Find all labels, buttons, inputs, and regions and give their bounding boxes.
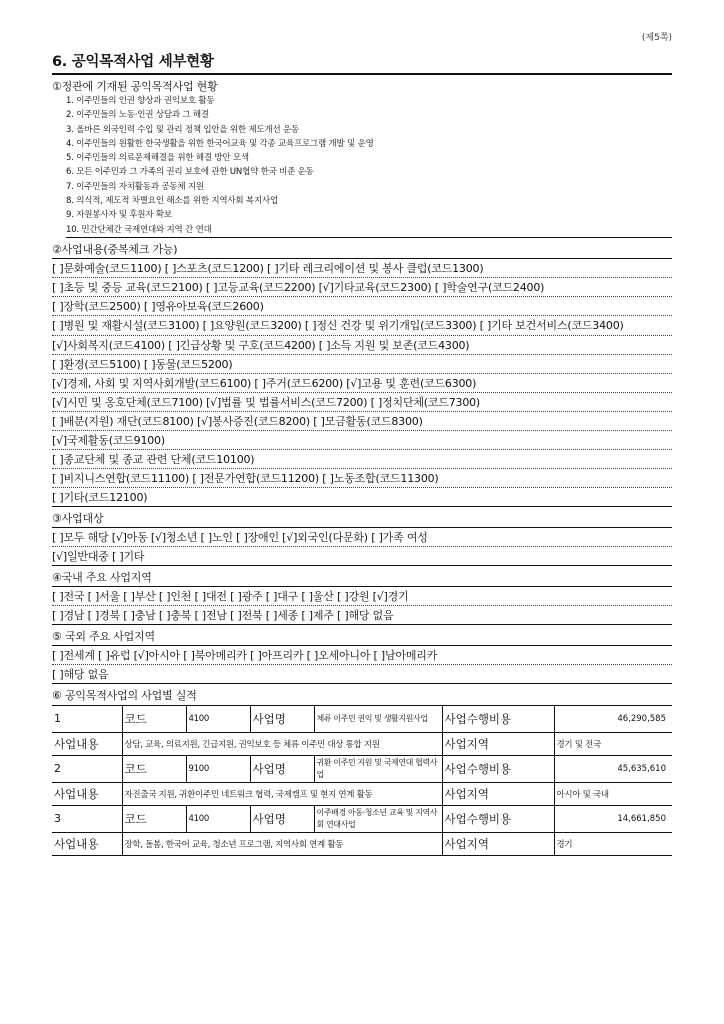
project-content: 상담, 교육, 의료지원, 긴급지원, 권익보호 등 체류 이주민 대상 통합 지원 [122,732,442,755]
project-code: 4100 [186,705,250,732]
purpose-item: 4. 이주민들의 원활한 한국생활을 위한 한국어교육 및 각종 교육프로그램 개발 및 운영 [66,138,374,149]
content-label: 사업내용 [52,732,122,755]
project-expense: 45,635,610 [554,755,672,782]
code-label: 코드 [122,705,186,732]
business-name-label: 사업명 [250,705,314,732]
target-row: [ ]모두 해당 [√]아동 [√]청소년 [ ]노인 [ ]장애인 [√]외국인(다문화) [ ]가족 여성 [52,528,672,547]
purpose-item: 6. 모든 이주민과 그 가족의 권리 보호에 관한 UN협약 한국 비준 운동 [66,167,314,178]
business-content-row: [ ]기타(코드12100) [52,488,672,507]
business-name-label: 사업명 [250,755,314,782]
target-row: [√]일반대중 [ ]기타 [52,547,672,566]
project-detail-row [52,782,672,805]
purpose-item: 8. 의식적, 제도적 차별요인 해소를 위한 지역사회 복지사업 [66,196,278,207]
business-content-row: [ ]병원 및 재활시설(코드3100) [ ]요양원(코드3200) [ ]정신 건강 및 위기개입(코드3300) [ ]기타 보건서비스(코드3400) [52,316,672,336]
business-content-heading: ②사업내용(중복체크 가능) [52,241,672,259]
project-content: 자진출국 지원, 귀환이주민 네트워크 협력, 국제캠프 및 현지 연계 활동 [122,782,442,805]
business-content-row: [√]경제, 사회 및 지역사회개발(코드6100) [ ]주거(코드6200) [√]고용 및 훈련(코드6300) [52,374,672,393]
business-content-row: [ ]문화예술(코드1100) [ ]스포츠(코드1200) [ ]기타 레크리에이션 및 봉사 클럽(코드1300) [52,259,672,278]
expense-label: 사업수행비용 [442,705,554,732]
business-content-row: [ ]배분(지원) 재단(코드8100) [√]봉사증진(코드8200) [ ]모금활동(코드8300) [52,412,672,431]
domestic-region-heading: ④국내 주요 사업지역 [52,569,672,587]
business-content-row: [√]사회복지(코드4100) [ ]긴급상황 및 구호(코드4200) [ ]소득 지원 및 보존(코드4300) [52,336,672,355]
project-row [52,705,672,732]
purpose-item: 7. 이주민들의 자치활동과 공동체 지원 [66,181,204,192]
purpose-item: 9. 자원봉사자 및 후원자 확보 [66,210,172,221]
project-number: 3 [52,805,122,832]
project-expense: 14,661,850 [554,805,672,832]
business-content-row: [ ]초등 및 중등 교육(코드2100) [ ]고등교육(코드2200) [√]기타교육(코드2300) [ ]학술연구(코드2400) [52,278,672,297]
business-name-label: 사업명 [250,805,314,832]
project-number: 2 [52,755,122,782]
business-content-row: [ ]환경(코드5100) [ ]동물(코드5200) [52,355,672,374]
business-content-row: [√]국제활동(코드9100) [52,431,672,450]
project-content: 장학, 돌봄, 한국어 교육, 청소년 프로그램, 지역사회 연계 활동 [122,832,442,855]
project-region: 경기 및 전국 [554,732,672,755]
business-content-row: [√]시민 및 옹호단체(코드7100) [√]법률 및 법률서비스(코드7200) [ ]정치단체(코드7300) [52,393,672,412]
business-content-row: [ ]종교단체 및 종교 관련 단체(코드10100) [52,450,672,469]
region-label: 사업지역 [442,732,554,755]
domestic-region-row: [ ]경남 [ ]경북 [ ]충남 [ ]충북 [ ]전남 [ ]전북 [ ]세종 [ ]제주 [ ]해당 없음 [52,606,672,625]
region-label: 사업지역 [442,782,554,805]
purpose-list [52,94,672,238]
project-detail-row [52,832,672,855]
purpose-item: 1. 이주민들의 인권 향상과 권익보호 활동 [66,96,215,106]
project-region: 아시아 및 국내 [554,782,672,805]
project-code: 4100 [186,805,250,832]
performance-table [52,705,672,856]
purpose-item: 3. 올바른 외국인력 수입 및 관리 정책 입안을 위한 제도개선 운동 [66,124,300,135]
business-content-row: [ ]장학(코드2500) [ ]영유아보육(코드2600) [52,297,672,316]
page-number: (제5쪽) [641,33,672,43]
region-label: 사업지역 [442,832,554,855]
purpose-item: 5. 이주민들의 의료문제해결을 위한 해결 방안 모색 [66,153,249,164]
overseas-region-heading: ⑤ 국외 주요 사업지역 [52,628,672,646]
content-label: 사업내용 [52,832,122,855]
project-expense: 46,290,585 [554,705,672,732]
project-number: 1 [52,705,122,732]
project-row [52,805,672,832]
purpose-item: 10. 민간단체간 국제연대와 지역 간 연대 [66,223,672,238]
business-content-row: [ ]비지니스연합(코드11100) [ ]전문가연합(코드11200) [ ]노동조합(코드11300) [52,469,672,488]
project-detail-row [52,732,672,755]
overseas-region-row: [ ]전세계 [ ]유럽 [√]아시아 [ ]북아메리카 [ ]아프리카 [ ]오세아니아 [ ]남아메리카 [52,646,672,665]
project-row [52,755,672,782]
code-label: 코드 [122,805,186,832]
project-name: 귀환 이주민 지원 및 국제연대 협력사업 [314,755,442,782]
section-title: 6. 공익목적사업 세부현황 [52,50,672,75]
report-page [52,30,672,856]
project-name: 이주배경 아동·청소년 교육 및 지역사회 연대사업 [314,805,442,832]
code-label: 코드 [122,755,186,782]
purpose-heading: ①정관에 기재된 공익목적사업 현황 [52,80,218,93]
expense-label: 사업수행비용 [442,755,554,782]
target-heading: ③사업대상 [52,510,672,528]
project-name: 체류 이주민 권익 및 생활지원사업 [314,705,442,732]
overseas-region-row: [ ]해당 없음 [52,665,672,684]
domestic-region-row: [ ]전국 [ ]서울 [ ]부산 [ ]인천 [ ]대전 [ ]광주 [ ]대구 [ ]울산 [ ]강원 [√]경기 [52,587,672,606]
project-code: 9100 [186,755,250,782]
content-label: 사업내용 [52,782,122,805]
expense-label: 사업수행비용 [442,805,554,832]
performance-heading: ⑥ 공익목적사업의 사업별 실적 [52,688,197,702]
purpose-item: 2. 이주민들의 노동·인권 상담과 그 해결 [66,110,209,121]
project-region: 경기 [554,832,672,855]
